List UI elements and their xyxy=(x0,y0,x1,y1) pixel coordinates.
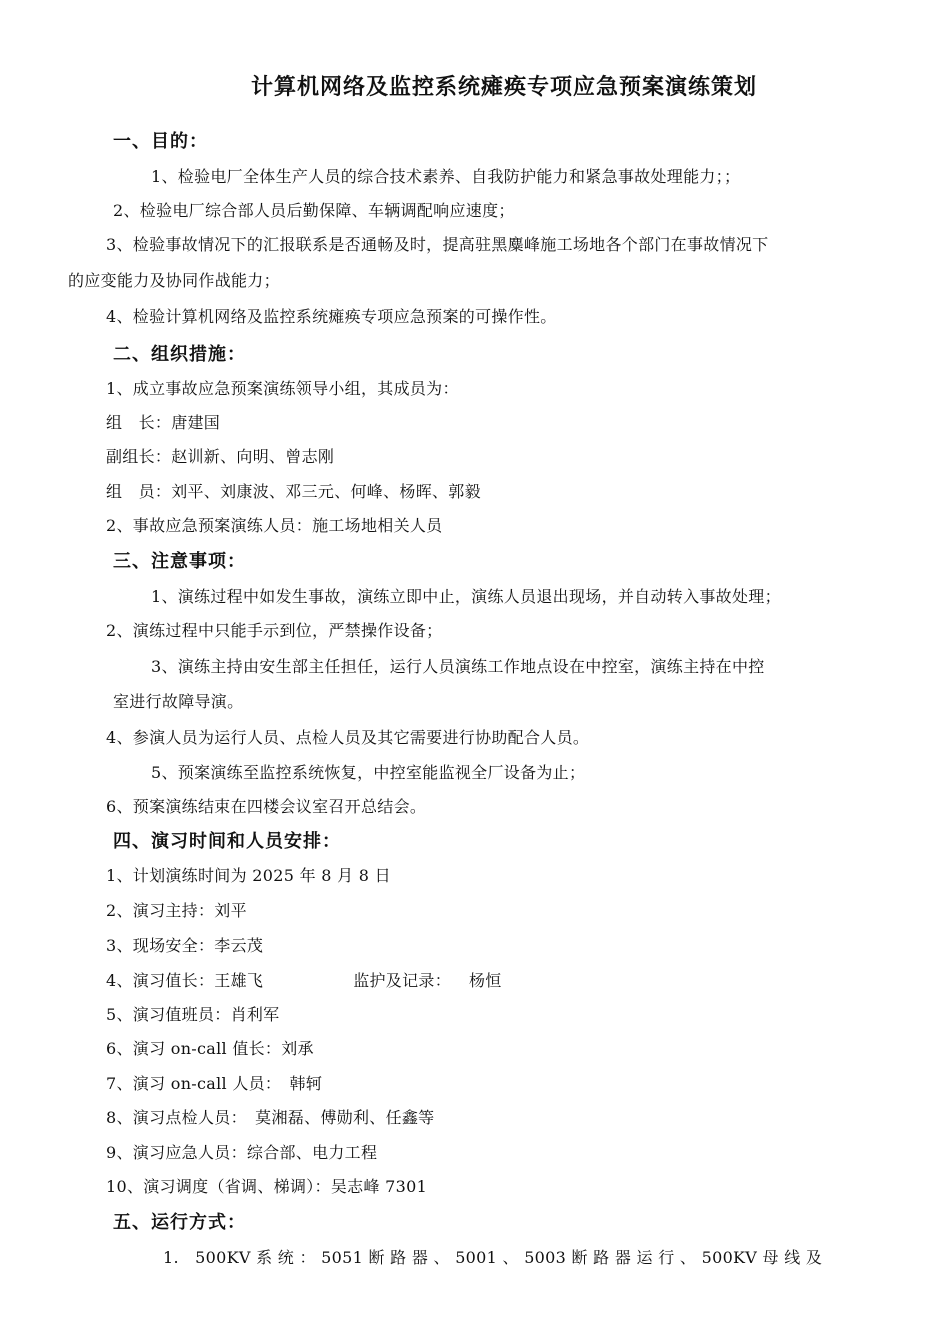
supervision-label: 监护及记录： xyxy=(353,971,451,990)
paragraph-line: 1、检验电厂全体生产人员的综合技术素养、自我防护能力和紧急事故处理能力；； xyxy=(151,167,741,186)
paragraph-line: 2、检验电厂综合部人员后勤保障、车辆调配响应速度； xyxy=(113,201,515,220)
paragraph-line: 2、事故应急预案演练人员：施工场地相关人员 xyxy=(106,516,443,535)
section-heading-operation-mode: 五、运行方式： xyxy=(113,1212,246,1233)
section-heading-purpose: 一、目的： xyxy=(113,131,208,152)
paragraph-line: 4、参演人员为运行人员、点检人员及其它需要进行协助配合人员。 xyxy=(106,728,590,747)
paragraph-line: 1、计划演练时间为 2025 年 8 月 8 日 xyxy=(106,866,391,885)
paragraph-line: 5、预案演练至监控系统恢复，中控室能监视全厂设备为止； xyxy=(151,763,586,782)
document-title: 计算机网络及监控系统瘫痪专项应急预案演练策划 xyxy=(250,75,757,100)
paragraph-line: 5、演习值班员：肖利军 xyxy=(106,1005,280,1024)
supervision-name: 杨恒 xyxy=(469,971,502,990)
shift-lead-text: 4、演习值长：王雄飞 xyxy=(106,971,264,990)
paragraph-line: 副组长：赵训新、向明、曾志刚 xyxy=(106,447,335,466)
paragraph-line: 8、演习点检人员： 莫湘磊、傅勋利、任鑫等 xyxy=(106,1108,435,1127)
paragraph-line: 的应变能力及协同作战能力； xyxy=(68,271,280,290)
paragraph-line: 9、演习应急人员：综合部、电力工程 xyxy=(106,1143,378,1162)
paragraph-line-shift-lead xyxy=(106,968,502,991)
paragraph-line: 6、预案演练结束在四楼会议室召开总结会。 xyxy=(106,797,427,816)
paragraph-line: 1. 500KV 系 统 ： 5051 断 路 器 、 5001 、 5003 断 路 器 运 行 、 500KV 母 线 及 xyxy=(163,1248,823,1267)
paragraph-line: 2、演练过程中只能手示到位，严禁操作设备； xyxy=(106,621,443,640)
paragraph-line: 10、演习调度（省调、梯调）：吴志峰 7301 xyxy=(106,1177,428,1196)
paragraph-line: 7、演习 on-call 人员： 韩轲 xyxy=(106,1074,323,1093)
paragraph-line: 3、检验事故情况下的汇报联系是否通畅及时，提高驻黑麋峰施工场地各个部门在事故情况下 xyxy=(106,235,769,254)
paragraph-line: 4、检验计算机网络及监控系统瘫痪专项应急预案的可操作性。 xyxy=(106,307,557,326)
section-heading-organization: 二、组织措施： xyxy=(113,344,246,365)
paragraph-line: 1、成立事故应急预案演练领导小组，其成员为： xyxy=(106,379,459,398)
paragraph-line: 组 员：刘平、刘康波、邓三元、何峰、杨晖、郭毅 xyxy=(106,482,481,501)
section-heading-notes: 三、注意事项： xyxy=(113,551,246,572)
paragraph-line: 室进行故障导演。 xyxy=(113,692,244,711)
paragraph-line: 6、演习 on-call 值长：刘承 xyxy=(106,1039,314,1058)
paragraph-line: 2、演习主持：刘平 xyxy=(106,901,247,920)
paragraph-line: 3、现场安全：李云茂 xyxy=(106,936,264,955)
paragraph-line: 1、演练过程中如发生事故，演练立即中止，演练人员退出现场，并自动转入事故处理； xyxy=(151,587,781,606)
paragraph-line: 组 长：唐建国 xyxy=(106,413,221,432)
paragraph-line: 3、演练主持由安生部主任担任，运行人员演练工作地点设在中控室，演练主持在中控 xyxy=(151,657,765,676)
section-heading-schedule: 四、演习时间和人员安排： xyxy=(113,831,341,852)
